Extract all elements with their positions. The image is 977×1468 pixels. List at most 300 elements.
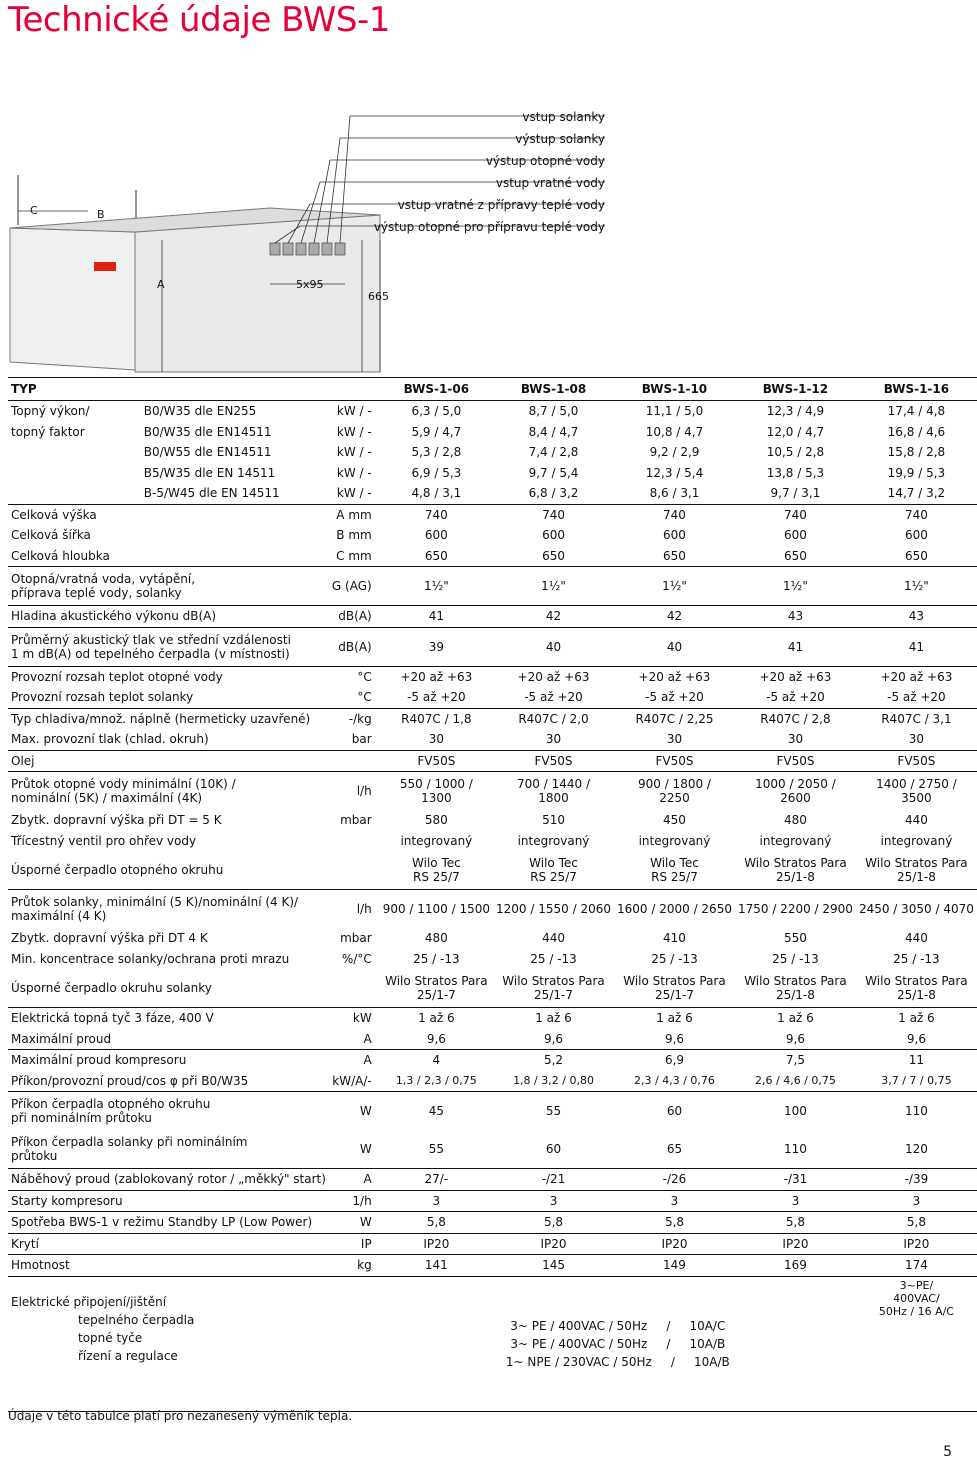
value-line: 43 xyxy=(787,609,804,624)
value-line: 30 xyxy=(908,732,925,747)
value-line: 6,9 / 5,3 xyxy=(411,465,462,480)
value-line: 65 xyxy=(666,1142,683,1156)
value-line: 6,3 / 5,0 xyxy=(411,404,462,419)
row-unit: -/kg xyxy=(329,708,380,729)
table-row xyxy=(8,949,977,970)
value-cell xyxy=(614,666,735,687)
value-cell xyxy=(380,1255,493,1277)
value-line: IP20 xyxy=(661,1236,688,1251)
table-row xyxy=(8,772,977,811)
row-label xyxy=(8,567,329,606)
value-line: 550 / 1000 / xyxy=(399,777,473,791)
value-line: 13,8 / 5,3 xyxy=(766,465,825,480)
value-cell xyxy=(614,750,735,772)
value-line: -5 až +20 xyxy=(407,690,466,705)
value-line: 480 xyxy=(784,813,807,828)
value-cell xyxy=(493,627,614,666)
electrical-last-line: 50Hz / 16 A/C xyxy=(878,1304,954,1318)
value-line: Wilo Stratos Para xyxy=(502,974,605,988)
value-cell xyxy=(735,463,856,484)
row-label-line: Min. koncentrace solanky/ochrana proti mrazu xyxy=(11,951,290,966)
row-unit: C mm xyxy=(336,548,372,563)
row-label-line: Maximální proud kompresoru xyxy=(11,1053,187,1068)
value-line: 8,4 / 4,7 xyxy=(528,424,579,439)
value-cell xyxy=(614,1130,735,1169)
row-label xyxy=(8,708,329,729)
table-row xyxy=(8,851,977,890)
value-cell xyxy=(380,1190,493,1212)
value-line: 14,7 / 3,2 xyxy=(887,486,946,501)
table-row xyxy=(8,708,977,729)
value-cell xyxy=(614,525,735,546)
value-line: 9,7 / 5,4 xyxy=(528,465,579,480)
value-line: 4 xyxy=(432,1053,441,1068)
value-cell xyxy=(735,729,856,750)
value-line: 45 xyxy=(428,1104,444,1118)
value-cell xyxy=(493,969,614,1008)
value-cell xyxy=(856,890,977,929)
value-cell xyxy=(493,1050,614,1071)
value-line: 174 xyxy=(904,1258,928,1273)
value-line: 1,8 / 3,2 / 0,80 xyxy=(513,1074,594,1088)
dim-c-label: C xyxy=(30,204,38,217)
value-line: 480 xyxy=(424,931,448,946)
value-cell xyxy=(735,810,856,831)
value-line: 900 / 1100 / 1500 xyxy=(382,902,491,916)
row-label-line: Příkon čerpadla otopného okruhu xyxy=(11,1097,211,1111)
row-label xyxy=(8,483,141,504)
value-line: 100 xyxy=(784,1104,807,1118)
row-label-line: Max. provozní tlak (chlad. okruh) xyxy=(11,732,209,747)
value-line: IP20 xyxy=(782,1236,809,1251)
value-cell xyxy=(735,1190,856,1212)
value-line: 450 xyxy=(663,813,686,828)
row-unit: A mm xyxy=(329,504,380,525)
value-line: 42 xyxy=(666,609,683,624)
value-line: 7,5 xyxy=(785,1053,805,1068)
row-label xyxy=(8,851,329,890)
row-label-line: Zbytk. dopravní výška při DT = 5 K xyxy=(11,813,222,828)
row-unit: A xyxy=(329,1050,380,1071)
value-line: 141 xyxy=(424,1258,448,1273)
electrical-last-col xyxy=(856,1276,977,1411)
value-line: 1 až 6 xyxy=(535,1011,572,1026)
table-row xyxy=(8,1169,977,1191)
value-cell xyxy=(614,969,735,1008)
row-label-line: Průtok solanky, minimální (5 K)/nominální (4 K)/ xyxy=(11,895,299,909)
value-cell xyxy=(735,772,856,811)
value-line: 650 xyxy=(784,548,807,563)
value-cell xyxy=(856,1092,977,1131)
value-line: 1400 / 2750 / xyxy=(876,777,957,791)
value-cell xyxy=(380,525,493,546)
value-line: 60 xyxy=(545,1142,562,1156)
row-label: Topný výkon/ xyxy=(11,404,90,419)
value-line: 40 xyxy=(666,639,683,654)
value-line: 2600 xyxy=(780,791,811,805)
table-row xyxy=(8,1190,977,1212)
connection-label: výstup solanky xyxy=(515,132,605,146)
value-cell xyxy=(856,1212,977,1234)
value-line: Wilo Stratos Para xyxy=(865,974,968,988)
value-line: 5,9 / 4,7 xyxy=(411,424,462,439)
value-cell xyxy=(735,627,856,666)
row-label-line: 1 m dB(A) od tepelného čerpadla (v místnosti) xyxy=(11,646,290,661)
value-line: 25 / -13 xyxy=(413,951,460,966)
row-unit xyxy=(329,851,380,890)
value-cell xyxy=(493,1130,614,1169)
value-cell xyxy=(735,1212,856,1234)
row-sublabel xyxy=(141,525,329,546)
value-line: 740 xyxy=(904,507,928,522)
value-cell xyxy=(493,1212,614,1234)
value-line: 440 xyxy=(904,813,928,828)
dim-a-label: A xyxy=(157,278,165,291)
value-cell xyxy=(493,810,614,831)
value-cell xyxy=(735,750,856,772)
value-line: 60 xyxy=(666,1104,683,1118)
value-cell xyxy=(735,606,856,628)
row-sublabel: B5/W35 dle EN 14511 xyxy=(143,465,276,480)
value-line: 650 xyxy=(904,548,928,563)
table-row xyxy=(8,606,977,628)
header-cell: BWS-1-10 xyxy=(614,378,735,401)
value-line: 41 xyxy=(908,639,925,654)
row-label-line: Hmotnost xyxy=(11,1258,70,1273)
value-cell xyxy=(735,401,856,422)
value-line: 25/1-8 xyxy=(896,870,936,884)
row-label xyxy=(8,627,329,666)
table-row xyxy=(8,567,977,606)
header-cell: TYP xyxy=(8,378,380,401)
value-cell xyxy=(380,483,493,504)
value-line: 3500 xyxy=(901,791,932,805)
row-label-line: Krytí xyxy=(11,1236,39,1251)
value-cell xyxy=(735,687,856,708)
value-cell xyxy=(493,442,614,463)
electrical-title: Elektrické připojení/jištění xyxy=(11,1294,167,1309)
value-line: 1 až 6 xyxy=(777,1011,814,1026)
value-line: Wilo Stratos Para xyxy=(385,974,488,988)
value-cell xyxy=(614,422,735,443)
value-line: Wilo Stratos Para xyxy=(744,856,847,870)
row-label xyxy=(8,1029,329,1050)
value-line: 25/1-7 xyxy=(416,988,456,1002)
value-line: Wilo Stratos Para xyxy=(865,856,968,870)
table-row xyxy=(8,442,977,463)
value-cell xyxy=(735,1255,856,1277)
electrical-label xyxy=(8,1276,380,1411)
row-label: topný faktor xyxy=(11,424,85,439)
value-line: 5,8 xyxy=(906,1215,926,1230)
value-cell xyxy=(380,627,493,666)
row-label xyxy=(8,928,329,949)
value-line: -/31 xyxy=(783,1172,808,1187)
row-unit: °C xyxy=(329,666,380,687)
value-cell xyxy=(614,627,735,666)
dim-665-label: 665 xyxy=(368,290,389,303)
value-cell xyxy=(493,687,614,708)
row-unit: kW / - xyxy=(336,424,372,439)
row-label-line: Zbytk. dopravní výška při DT 4 K xyxy=(11,931,208,946)
value-line: integrovaný xyxy=(880,833,953,848)
value-line: integrovaný xyxy=(400,833,473,848)
value-cell xyxy=(856,442,977,463)
value-cell xyxy=(380,969,493,1008)
value-cell xyxy=(614,1169,735,1191)
value-line: 43 xyxy=(908,609,925,624)
connection-label: vstup vratné z přípravy teplé vody xyxy=(397,198,605,212)
table-row xyxy=(8,928,977,949)
value-cell xyxy=(493,851,614,890)
value-line: 1 až 6 xyxy=(656,1011,693,1026)
value-line: IP20 xyxy=(540,1236,567,1251)
value-cell xyxy=(856,1233,977,1255)
value-line: 11,1 / 5,0 xyxy=(645,404,704,419)
table-row xyxy=(8,969,977,1008)
value-line: 1 až 6 xyxy=(898,1011,935,1026)
value-line: 550 xyxy=(784,931,807,946)
value-line: 41 xyxy=(787,639,804,654)
value-line: 19,9 / 5,3 xyxy=(887,465,946,480)
value-cell xyxy=(614,1050,735,1071)
row-label-line: Průměrný akustický tlak ve střední vzdálenosti xyxy=(11,632,291,647)
value-cell xyxy=(493,772,614,811)
value-cell xyxy=(380,772,493,811)
value-cell xyxy=(856,687,977,708)
value-line: 9,6 xyxy=(426,1031,446,1046)
value-cell xyxy=(493,666,614,687)
value-cell xyxy=(614,1233,735,1255)
value-line: 9,2 / 2,9 xyxy=(649,445,700,460)
row-unit: A xyxy=(363,1031,372,1046)
value-line: 2250 xyxy=(659,791,690,805)
value-cell xyxy=(380,1233,493,1255)
value-cell xyxy=(856,708,977,729)
value-line: 650 xyxy=(424,548,448,563)
value-line: 25/1-7 xyxy=(655,988,694,1002)
value-cell xyxy=(614,810,735,831)
value-cell xyxy=(493,546,614,567)
row-label-line: Úsporné čerpadlo otopného okruhu xyxy=(11,863,224,877)
table-row xyxy=(8,1008,977,1029)
value-cell xyxy=(380,810,493,831)
table-row xyxy=(8,1233,977,1255)
row-label xyxy=(8,810,329,831)
row-unit: G (AG) xyxy=(329,567,380,606)
value-cell xyxy=(614,1029,735,1050)
value-cell xyxy=(614,504,735,525)
row-label: Celková hloubka xyxy=(11,548,110,563)
value-line: 600 xyxy=(542,528,565,543)
value-cell xyxy=(380,687,493,708)
value-cell xyxy=(493,463,614,484)
value-line: FV50S xyxy=(776,753,815,768)
value-line: 510 xyxy=(542,813,565,828)
value-line: 1½" xyxy=(662,579,687,593)
value-cell xyxy=(493,729,614,750)
value-cell xyxy=(380,401,493,422)
value-line: IP20 xyxy=(903,1236,930,1251)
row-unit: kW / - xyxy=(336,404,372,419)
row-unit: °C xyxy=(357,690,372,705)
value-cell xyxy=(614,1212,735,1234)
electrical-item: topné tyče xyxy=(78,1330,143,1345)
value-line: FV50S xyxy=(655,753,694,768)
value-cell xyxy=(380,504,493,525)
value-cell xyxy=(856,928,977,949)
value-cell xyxy=(380,729,493,750)
row-label-line: Úsporné čerpadlo okruhu solanky xyxy=(11,981,212,995)
value-cell xyxy=(856,1190,977,1212)
row-label xyxy=(8,1255,329,1277)
electrical-item: řízení a regulace xyxy=(78,1348,178,1363)
value-line: 650 xyxy=(663,548,686,563)
value-line: 5,8 xyxy=(426,1215,446,1230)
row-unit: 1/h xyxy=(329,1190,380,1212)
row-unit: %/°C xyxy=(341,951,372,966)
value-line: 3 xyxy=(912,1193,921,1208)
value-cell xyxy=(856,969,977,1008)
value-line: 25/1-8 xyxy=(775,870,815,884)
row-label xyxy=(8,890,329,929)
row-label xyxy=(8,1050,329,1071)
value-cell xyxy=(614,1255,735,1277)
electrical-item: tepelného čerpadla xyxy=(78,1312,195,1327)
value-cell xyxy=(614,463,735,484)
value-line: Wilo Tec xyxy=(412,856,461,870)
value-line: 39 xyxy=(428,639,444,654)
value-line: +20 až +63 xyxy=(880,669,953,684)
row-unit xyxy=(329,750,380,772)
row-label-line: Spotřeba BWS-1 v režimu Standby LP (Low Power) xyxy=(11,1215,313,1230)
value-cell xyxy=(380,928,493,949)
value-cell xyxy=(735,442,856,463)
value-line: integrovaný xyxy=(759,833,832,848)
value-cell xyxy=(856,606,977,628)
value-line: 1½" xyxy=(783,579,808,593)
value-line: 4,8 / 3,1 xyxy=(411,486,462,501)
value-line: 2450 / 3050 / 4070 xyxy=(858,902,974,916)
value-line: 2,3 / 4,3 / 0,76 xyxy=(634,1074,715,1088)
value-cell xyxy=(735,851,856,890)
value-line: RS 25/7 xyxy=(651,870,698,884)
value-line: 12,3 / 4,9 xyxy=(766,404,825,419)
value-cell xyxy=(735,831,856,852)
table-header-row xyxy=(8,378,977,401)
value-cell xyxy=(614,772,735,811)
value-cell xyxy=(735,567,856,606)
row-label-line: maximální (4 K) xyxy=(11,909,107,923)
value-cell xyxy=(493,949,614,970)
value-line: 55 xyxy=(545,1104,562,1118)
value-line: 3 xyxy=(549,1193,558,1208)
value-cell xyxy=(614,1092,735,1131)
value-cell xyxy=(735,504,856,525)
row-label-line: Náběhový proud (zablokovaný rotor / „měkký" start) xyxy=(11,1172,326,1187)
value-cell xyxy=(380,1008,493,1029)
row-unit: l/h xyxy=(329,772,380,811)
row-unit: dB(A) xyxy=(329,606,380,628)
row-label-line: Třícestný ventil pro ohřev vody xyxy=(11,833,197,848)
electrical-value: 3~ PE / 400VAC / 50Hz / 10A/B xyxy=(510,1336,726,1351)
value-line: 5,3 / 2,8 xyxy=(411,445,462,460)
table-row xyxy=(8,1050,977,1071)
value-line: 1800 xyxy=(538,791,569,805)
row-label xyxy=(8,1233,329,1255)
value-line: +20 až +63 xyxy=(638,669,711,684)
value-line: 17,4 / 4,8 xyxy=(887,404,946,419)
value-line: 1000 / 2050 / xyxy=(755,777,836,791)
value-cell xyxy=(735,708,856,729)
row-unit: kW / - xyxy=(336,465,372,480)
value-line: 55 xyxy=(428,1142,444,1156)
value-line: 1600 / 2000 / 2650 xyxy=(617,902,732,916)
row-unit: kg xyxy=(329,1255,380,1277)
value-line: 9,6 xyxy=(785,1031,805,1046)
value-line: 740 xyxy=(784,507,807,522)
value-cell xyxy=(856,1050,977,1071)
table-row xyxy=(8,483,977,504)
row-label-line: při nominálním průtoku xyxy=(11,1111,152,1125)
value-line: 30 xyxy=(666,732,683,747)
value-line: -5 až +20 xyxy=(645,690,704,705)
value-line: 650 xyxy=(542,548,565,563)
page-number: 5 xyxy=(943,1444,952,1460)
connection-label: vstup vratné vody xyxy=(495,176,605,190)
table-row xyxy=(8,1071,977,1092)
value-cell xyxy=(856,463,977,484)
value-cell xyxy=(735,969,856,1008)
value-cell xyxy=(856,666,977,687)
table-row xyxy=(8,729,977,750)
value-line: 11 xyxy=(908,1053,925,1068)
value-cell xyxy=(380,1169,493,1191)
value-cell xyxy=(614,949,735,970)
table-row xyxy=(8,750,977,772)
value-cell xyxy=(380,708,493,729)
electrical-value: 3~ PE / 400VAC / 50Hz / 10A/C xyxy=(510,1318,726,1333)
value-line: 10,5 / 2,8 xyxy=(766,445,825,460)
value-line: Wilo Tec xyxy=(650,856,699,870)
row-label-line: Otopná/vratná voda, vytápění, xyxy=(11,572,196,586)
row-label-line: Hladina akustického výkonu dB(A) xyxy=(11,609,217,624)
value-cell xyxy=(735,1029,856,1050)
value-line: +20 až +63 xyxy=(517,669,590,684)
row-unit: W xyxy=(359,1142,372,1156)
table-row xyxy=(8,666,977,687)
value-line: 40 xyxy=(545,639,562,654)
value-line: 700 / 1440 / xyxy=(517,777,590,791)
connection-label: výstup otopné pro přípravu teplé vody xyxy=(373,220,605,234)
row-label-line: Provozní rozsah teplot solanky xyxy=(11,690,194,705)
value-line: 1½" xyxy=(423,579,449,593)
value-cell xyxy=(493,890,614,929)
value-line: 1300 xyxy=(421,791,452,805)
row-sublabel xyxy=(141,504,329,525)
dim-spacing-label: 5x95 xyxy=(296,278,324,291)
value-line: 410 xyxy=(663,931,686,946)
value-cell xyxy=(614,831,735,852)
row-unit: bar xyxy=(351,732,372,747)
row-label xyxy=(8,606,329,628)
row-unit: IP xyxy=(329,1233,380,1255)
value-cell xyxy=(614,708,735,729)
value-cell xyxy=(493,1255,614,1277)
value-line: Wilo Stratos Para xyxy=(744,974,847,988)
value-cell xyxy=(493,928,614,949)
value-cell xyxy=(614,851,735,890)
